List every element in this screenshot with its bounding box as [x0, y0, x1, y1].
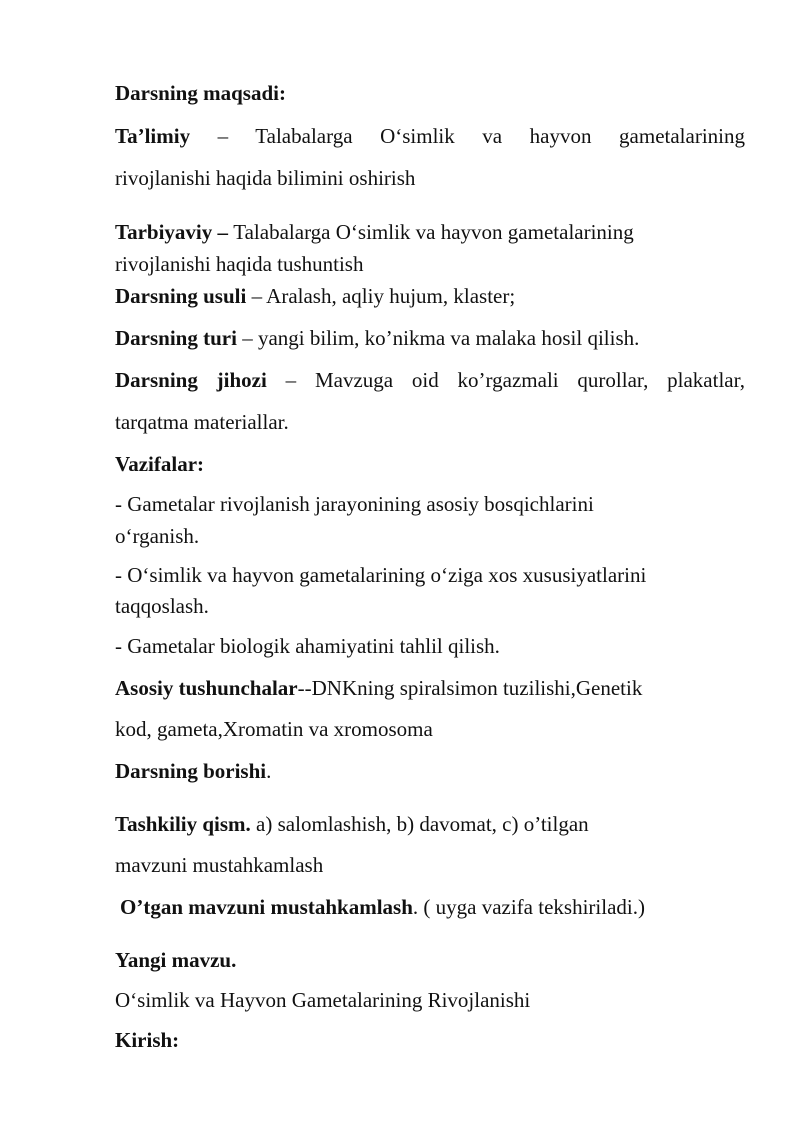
usuli-line: [115, 286, 745, 307]
usuli-label: Darsning usuli: [115, 284, 247, 308]
new-topic-title: O‘simlik va Hayvon Gametalarining Rivojlanishi: [115, 988, 531, 1012]
turi-line: [115, 328, 745, 349]
organizational-line-1: [115, 814, 745, 835]
task-item-1-line-1: - Gametalar rivojlanish jarayonining asosiy bosqichlarini: [115, 492, 594, 516]
review-label: O’tgan mavzuni mustahkamlash: [120, 895, 413, 919]
concepts-line-1: [115, 678, 745, 699]
task-item-2-line-1: - O‘simlik va hayvon gametalarining o‘ziga xos xususiyatlarini: [115, 563, 647, 587]
talimiy-line-2: rivojlanishi haqida bilimini oshirish: [115, 166, 416, 190]
concepts-label: Asosiy tushunchalar: [115, 676, 298, 700]
jihozi-line-2: tarqatma materiallar.: [115, 410, 289, 434]
jihozi-label: Darsning jihozi: [115, 368, 267, 392]
task-item-1-line-2: o‘rganish.: [115, 524, 200, 548]
talimiy-line-1: [115, 126, 745, 147]
task-item-3: - Gametalar biologik ahamiyatini tahlil qilish.: [115, 634, 500, 658]
organizational-line-2: mavzuni mustahkamlash: [115, 853, 324, 877]
tarbiyaviy-line-1: [115, 222, 745, 243]
tarbiyaviy-line-2: rivojlanishi haqida tushuntish: [115, 252, 364, 276]
new-topic-heading: Yangi mavzu.: [115, 948, 237, 972]
concepts-text: --DNKning spiralsimon tuzilishi,Genetik: [297, 676, 643, 700]
tasks-heading: Vazifalar:: [115, 452, 205, 476]
jihozi-line-1: [115, 370, 745, 391]
tarbiyaviy-label: Tarbiyaviy –: [115, 220, 234, 244]
usuli-text: – Aralash, aqliy hujum, klaster;: [246, 284, 516, 308]
turi-label: Darsning turi: [115, 326, 237, 350]
tarbiyaviy-text: Talabalarga O‘simlik va hayvon gametalarining: [233, 220, 634, 244]
introduction-heading: Kirish:: [115, 1028, 180, 1052]
talimiy-text: – Talabalarga O‘simlik va hayvon gametalarining: [190, 124, 745, 148]
talimiy-label: Ta’limiy: [115, 124, 191, 148]
concepts-line-2: kod, gameta,Xromatin va xromosoma: [115, 717, 433, 741]
review-text: . ( uyga vazifa tekshiriladi.): [412, 895, 645, 919]
organizational-text: a) salomlashish, b) davomat, c) o’tilgan: [250, 812, 589, 836]
task-item-2-line-2: taqqoslash.: [115, 594, 209, 618]
turi-text: – yangi bilim, ko’nikma va malaka hosil qilish.: [236, 326, 640, 350]
lesson-goal-heading: Darsning maqsadi:: [115, 81, 286, 105]
review-line: [120, 897, 750, 918]
lesson-progress-heading: Darsning borishi.: [115, 759, 272, 783]
jihozi-text: – Mavzuga oid ko’rgazmali qurollar, plakatlar,: [266, 368, 745, 392]
organizational-label: Tashkiliy qism.: [115, 812, 251, 836]
